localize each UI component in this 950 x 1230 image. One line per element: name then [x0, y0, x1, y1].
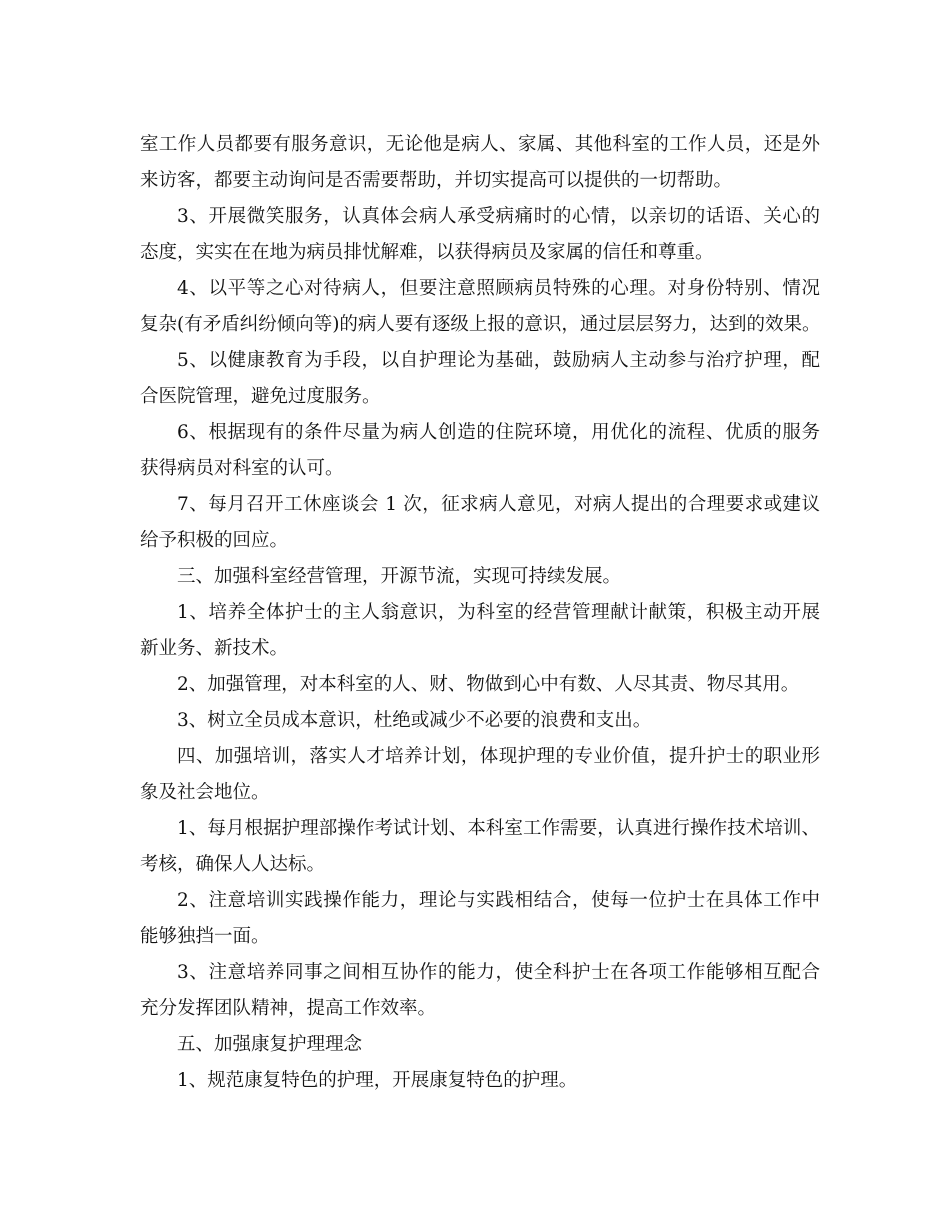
- text-line: 四、加强培训，落实人才培养计划，体现护理的专业价值，提升护士的职业形: [177, 746, 820, 767]
- text-line: 3、开展微笑服务，认真体会病人承受病痛时的心情，以亲切的话语、关心的: [177, 206, 820, 227]
- text-line: 给予积极的回应。: [140, 530, 289, 551]
- text-line: 复杂(有矛盾纠纷倾向等)的病人要有逐级上报的意识，通过层层努力，达到的效果。: [140, 314, 821, 335]
- text-line: 1、每月根据护理部操作考试计划、本科室工作需要，认真进行操作技术培训、: [177, 818, 820, 839]
- document-body: [140, 127, 820, 1099]
- text-line: 室工作人员都要有服务意识，无论他是病人、家属、其他科室的工作人员，还是外: [140, 134, 820, 155]
- text-line: 6、根据现有的条件尽量为病人创造的住院环境，用优化的流程、优质的服务: [177, 422, 820, 443]
- text-line: 象及社会地位。: [140, 782, 270, 803]
- text-line: 4、以平等之心对待病人，但要注意照顾病员特殊的心理。对身份特别、情况: [177, 278, 820, 299]
- text-line: 三、加强科室经营管理，开源节流，实现可持续发展。: [177, 566, 622, 587]
- text-line: 合医院管理，避免过度服务。: [140, 386, 381, 407]
- text-line: 五、加强康复护理理念: [177, 1034, 363, 1055]
- text-line: 7、每月召开工休座谈会 1 次，征求病人意见，对病人提出的合理要求或建议: [177, 494, 820, 515]
- text-line: 3、注意培养同事之间相互协作的能力，使全科护士在各项工作能够相互配合: [177, 962, 820, 983]
- text-line: 来访客，都要主动询问是否需要帮助，并切实提高可以提供的一切帮助。: [140, 170, 733, 191]
- text-line: 能够独挡一面。: [140, 926, 270, 947]
- text-line: 2、加强管理，对本科室的人、财、物做到心中有数、人尽其责、物尽其用。: [177, 674, 800, 695]
- text-line: 充分发挥团队精神，提高工作效率。: [140, 998, 437, 1019]
- text-line: 1、培养全体护士的主人翁意识，为科室的经营管理献计献策，积极主动开展: [177, 602, 820, 623]
- text-line: 3、树立全员成本意识，杜绝或减少不必要的浪费和支出。: [177, 710, 652, 731]
- text-line: 5、以健康教育为手段，以自护理论为基础，鼓励病人主动参与治疗护理，配: [177, 350, 820, 371]
- text-line: 态度，实实在在地为病员排忧解难，以获得病员及家属的信任和尊重。: [140, 242, 714, 263]
- text-line: 获得病员对科室的认可。: [140, 458, 344, 479]
- text-line: 考核，确保人人达标。: [140, 854, 326, 875]
- text-line: 新业务、新技术。: [140, 638, 289, 659]
- text-line: 1、规范康复特色的护理，开展康复特色的护理。: [177, 1070, 578, 1091]
- text-line: 2、注意培训实践操作能力，理论与实践相结合，使每一位护士在具体工作中: [177, 890, 820, 911]
